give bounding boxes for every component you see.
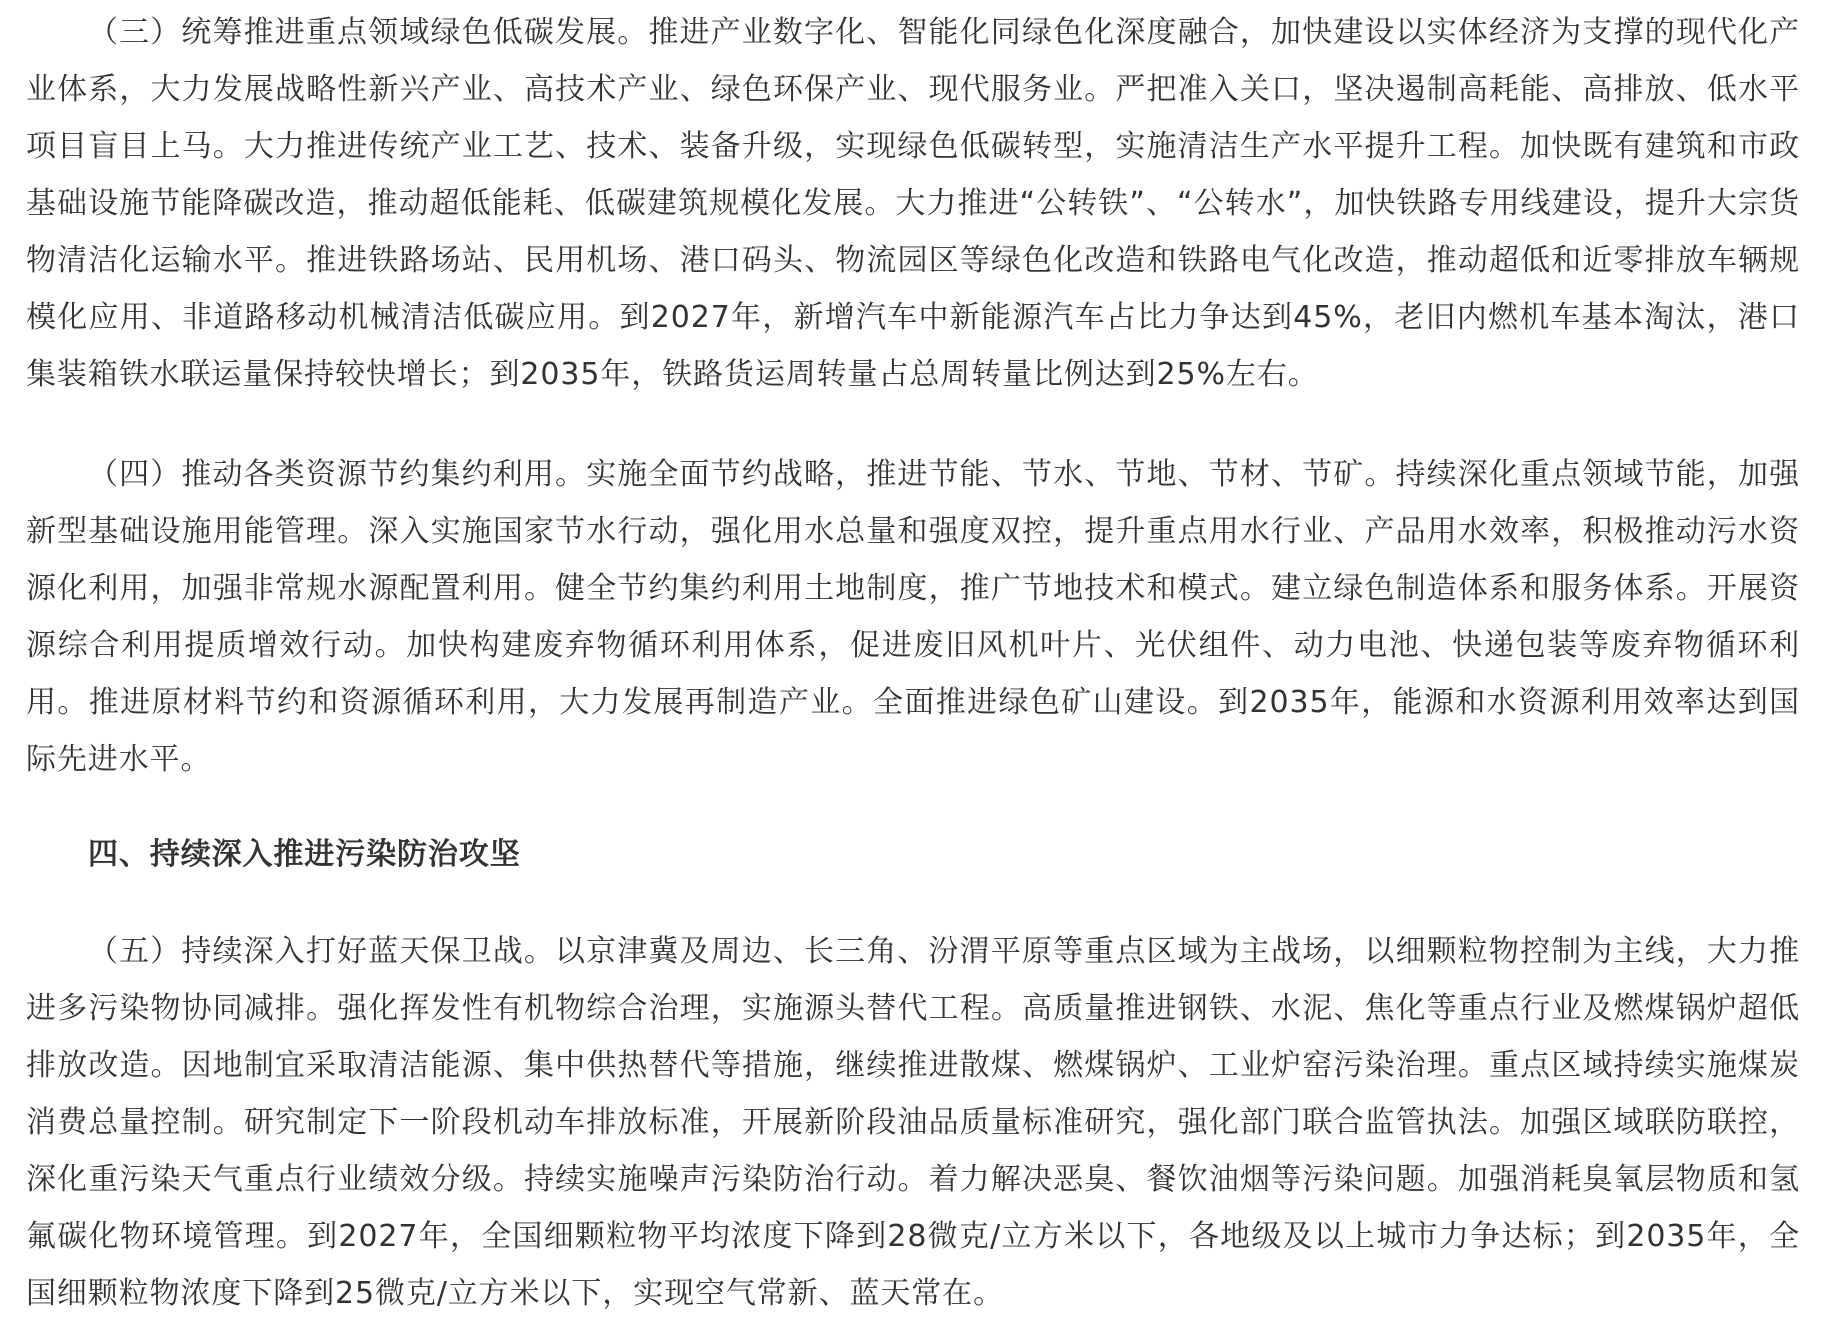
paragraph-green-low-carbon-development: （三）统筹推进重点领域绿色低碳发展。推进产业数字化、智能化同绿色化深度融合，加快建设以实体经济为支撑的现代化产业体系，大力发展战略性新兴产业、高技术产业、绿色环保产业、现代服务业。严把准入关口，坚决遏制高耗能、高排放、低水平项目盲目上马。大力推进传统产业工艺、技术、装备升级，实现绿色低碳转型，实施清洁生产水平提升工程。加快既有建筑和市政基础设施节能降碳改造，推动超低能耗、低碳建筑规模化发展。大力推进“公转铁”、“公转水”，加快铁路专用线建设，提升大宗货物清洁化运输水平。推进铁路场站、民用机场、港口码头、物流园区等绿色化改造和铁路电气化改造，推动超低和近零排放车辆规模化应用、非道路移动机械清洁低碳应用。到2027年，新增汽车中新能源汽车占比力争达到45%，老旧内燃机车基本淘汰，港口集装箱铁水联运量保持较快增长；到2035年，铁路货运周转量占总周转量比例达到25%左右。 <box>26 15 1800 392</box>
paragraph-blue-sky-defense: （五）持续深入打好蓝天保卫战。以京津冀及周边、长三角、汾渭平原等重点区域为主战场，以细颗粒物控制为主线，大力推进多污染物协同减排。强化挥发性有机物综合治理，实施源头替代工程。高质量推进钢铁、水泥、焦化等重点行业及燃煤锅炉超低排放改造。因地制宜采取清洁能源、集中供热替代等措施，继续推进散煤、燃煤锅炉、工业炉窑污染治理。重点区域持续实施煤炭消费总量控制。研究制定下一阶段机动车排放标准，开展新阶段油品质量标准研究，强化部门联合监管执法。加强区域联防联控，深化重污染天气重点行业绩效分级。持续实施噪声污染防治行动。着力解决恶臭、餐饮油烟等污染问题。加强消耗臭氧层物质和氢氟碳化物环境管理。到2027年，全国细颗粒物平均浓度下降到28微克/立方米以下，各地级及以上城市力争达标；到2035年，全国细颗粒物浓度下降到25微克/立方米以下，实现空气常新、蓝天常在。 <box>26 934 1800 1311</box>
section-heading-pollution-control: 四、持续深入推进污染防治攻坚 <box>88 837 521 872</box>
paragraph-resource-conservation: （四）推动各类资源节约集约利用。实施全面节约战略，推进节能、节水、节地、节材、节矿。持续深化重点领域节能，加强新型基础设施用能管理。深入实施国家节水行动，强化用水总量和强度双控，提升重点用水行业、产品用水效率，积极推动污水资源化利用，加强非常规水源配置利用。健全节约集约利用土地制度，推广节地技术和模式。建立绿色制造体系和服务体系。开展资源综合利用提质增效行动。加快构建废弃物循环利用体系，促进废旧风机叶片、光伏组件、动力电池、快递包装等废弃物循环利用。推进原材料节约和资源循环利用，大力发展再制造产业。全面推进绿色矿山建设。到2035年，能源和水资源利用效率达到国际先进水平。 <box>26 457 1800 777</box>
